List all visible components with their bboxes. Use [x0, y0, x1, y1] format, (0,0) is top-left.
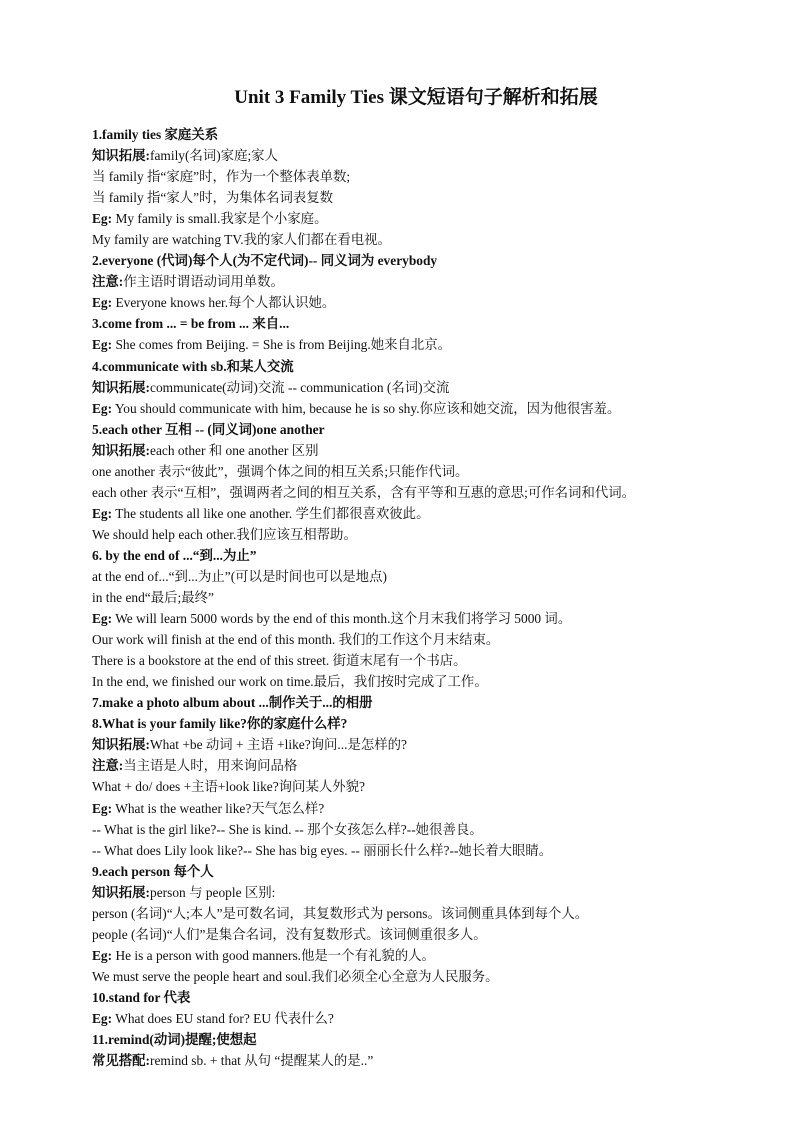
- section-heading: 2.everyone (代词)每个人(为不定代词)-- 同义词为 everybody: [92, 253, 438, 269]
- line-label: 知识拓展:: [92, 442, 151, 458]
- line-text: You should communicate with him, because he is so shy.你应该和她交流，因为他很害羞。: [112, 400, 621, 416]
- text-line: What + do/ does +主语+look like?询问某人外貌?: [92, 779, 365, 795]
- note-line: [92, 208, 760, 229]
- line-text: 作主语时谓语动词用单数。: [123, 274, 284, 290]
- line-label: 注意:: [92, 758, 124, 774]
- line-label: Eg:: [92, 337, 113, 353]
- section-heading: 8.What is your family like?你的家庭什么样?: [92, 716, 348, 732]
- line-text: She comes from Beijing. = She is from Beijing.她来自北京。: [112, 337, 452, 353]
- section-heading: 9.each person 每个人: [92, 863, 214, 879]
- line-text: family(名词)家庭;家人: [150, 148, 278, 164]
- section-heading: 5.each other 互相 -- (同义词)one another: [92, 421, 325, 437]
- line-label: Eg:: [92, 1010, 113, 1026]
- line-text: communicate(动词)交流 -- communication (名词)交流: [150, 379, 450, 395]
- line-label: Eg:: [92, 800, 113, 816]
- note-line: [92, 145, 760, 166]
- note-line: [92, 292, 760, 313]
- text-line: in the end“最后;最终”: [92, 590, 214, 606]
- text-line: -- What is the girl like?-- She is kind. -- 那个女孩怎么样?--她很善良。: [92, 821, 483, 837]
- line-label: Eg:: [92, 295, 113, 311]
- text-line: 当 family 指“家庭”时，作为一个整体表单数;: [92, 169, 351, 185]
- line-text: What +be 动词 + 主语 +like?询问...是怎样的?: [150, 737, 407, 753]
- note-line: [92, 271, 760, 292]
- note-line: [92, 334, 760, 355]
- line-text: 当主语是人时，用来询问品格: [123, 758, 298, 774]
- section-heading: 1.family ties 家庭关系: [92, 127, 219, 142]
- text-line: In the end, we finished our work on time.最后，我们按时完成了工作。: [92, 674, 488, 690]
- line-text: each other 和 one another 区别: [150, 442, 319, 458]
- section-heading: 10.stand for 代表: [92, 989, 191, 1005]
- document-body: [92, 124, 760, 1071]
- page-title: Unit 3 Family Ties 课文短语句子解析和拓展: [234, 87, 598, 108]
- line-text: He is a person with good manners.他是一个有礼貌的人。: [112, 947, 435, 963]
- note-line: [92, 1008, 760, 1029]
- section-heading: 4.communicate with sb.和某人交流: [92, 358, 294, 374]
- line-label: 知识拓展:: [92, 148, 151, 164]
- text-line: 当 family 指“家人”时，为集体名词表复数: [92, 190, 334, 206]
- note-line: [92, 882, 760, 903]
- text-line: We should help each other.我们应该互相帮助。: [92, 526, 357, 542]
- note-line: [92, 608, 760, 629]
- line-label: Eg:: [92, 947, 113, 963]
- section-heading: 7.make a photo album about ...制作关于...的相册: [92, 695, 373, 711]
- note-line: [92, 734, 760, 755]
- text-line: at the end of...“到...为止”(可以是时间也可以是地点): [92, 568, 387, 584]
- text-line: We must serve the people heart and soul.我们必须全心全意为人民服务。: [92, 968, 499, 984]
- note-line: [92, 1050, 760, 1071]
- section-heading: 6. by the end of ...“到...为止”: [92, 547, 257, 563]
- line-text: What does EU stand for? EU 代表什么?: [112, 1010, 334, 1026]
- note-line: [92, 755, 760, 776]
- note-line: [92, 945, 760, 966]
- line-label: 知识拓展:: [92, 884, 151, 900]
- text-line: each other 表示“互相”，强调两者之间的相互关系，含有平等和互惠的意思;可作名词和代词。: [92, 484, 636, 500]
- line-label: Eg:: [92, 505, 113, 521]
- text-line: Our work will finish at the end of this month. 我们的工作这个月末结束。: [92, 632, 500, 648]
- line-text: The students all like one another. 学生们都很喜欢彼此。: [112, 505, 430, 521]
- note-line: [92, 503, 760, 524]
- section-heading: 3.come from ... = be from ... 来自...: [92, 316, 290, 332]
- note-line: [92, 377, 760, 398]
- text-line: My family are watching TV.我的家人们都在看电视。: [92, 232, 391, 248]
- line-text: person 与 people 区别:: [150, 884, 276, 900]
- text-line: people (名词)“人们”是集合名词，没有复数形式。该词侧重很多人。: [92, 926, 487, 942]
- text-line: There is a bookstore at the end of this street. 街道末尾有一个书店。: [92, 653, 467, 669]
- text-line: -- What does Lily look like?-- She has big eyes. -- 丽丽长什么样?--她长着大眼睛。: [92, 842, 553, 858]
- text-line: person (名词)“人;本人”是可数名词，其复数形式为 persons。该词侧重具体到每个人。: [92, 905, 589, 921]
- line-label: Eg:: [92, 211, 113, 227]
- line-label: Eg:: [92, 400, 113, 416]
- section-heading: 11.remind(动词)提醒;使想起: [92, 1032, 257, 1048]
- line-text: My family is small.我家是个小家庭。: [112, 211, 328, 227]
- line-label: Eg:: [92, 611, 113, 627]
- line-text: We will learn 5000 words by the end of this month.这个月末我们将学习 5000 词。: [112, 611, 572, 627]
- line-label: 知识拓展:: [92, 737, 151, 753]
- line-text: Everyone knows her.每个人都认识她。: [112, 295, 336, 311]
- line-text: What is the weather like?天气怎么样?: [112, 800, 325, 816]
- line-label: 常见搭配:: [92, 1053, 151, 1069]
- text-line: one another 表示“彼此”，强调个体之间的相互关系;只能作代词。: [92, 463, 469, 479]
- note-line: [92, 398, 760, 419]
- line-label: 注意:: [92, 274, 124, 290]
- note-line: [92, 440, 760, 461]
- line-label: 知识拓展:: [92, 379, 151, 395]
- line-text: remind sb. + that 从句 “提醒某人的是..”: [150, 1053, 374, 1069]
- note-line: [92, 798, 760, 819]
